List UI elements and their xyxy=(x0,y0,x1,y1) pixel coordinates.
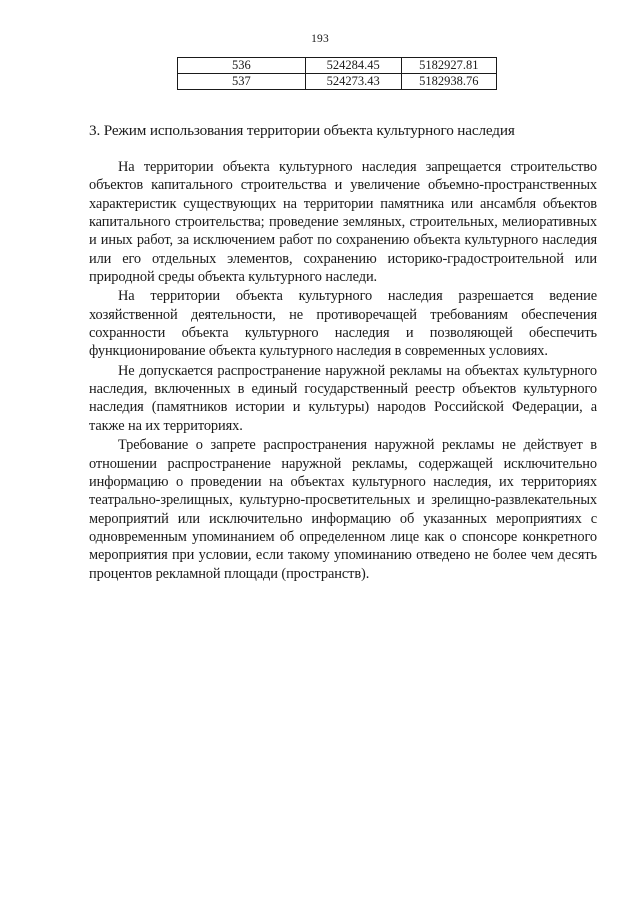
paragraph: На территории объекта культурного наследия запрещается строительство объектов капитального строительства и увеличение объемно-пространственных характеристик существующих на территории памятника или ансамбля объектов капитального строительства; проведение земляных, строительных, мелиоративных и иных работ, за исключением работ по сохранению объекта культурного наследия или его отдельных элементов, сохранению историко-градостроительной или природной среды объекта культурного наследи. xyxy=(89,159,597,286)
paragraph: На территории объекта культурного наследия разрешается ведение хозяйственной деятельности, не противоречащей требованиям обеспечения сохранности объекта культурного наследия и позволяющей обеспечить функционирование объекта культурного наследия в современных условиях. xyxy=(89,288,597,360)
section-title: 3. Режим использования территории объекта культурного наследия xyxy=(89,122,515,139)
paragraph: Не допускается распространение наружной рекламы на объектах культурного наследия, включенных в единый государственный реестр объектов культурного наследия (памятников истории и культуры) народов Российской Федерации, а также на их территориях. xyxy=(89,362,597,434)
coordinates-table xyxy=(177,57,497,90)
page-number: 193 xyxy=(311,33,329,45)
point-number-cell: 536 xyxy=(178,58,306,74)
table-row xyxy=(178,58,497,74)
table-row xyxy=(178,74,497,90)
y-coordinate-cell: 5182927.81 xyxy=(401,58,496,74)
y-coordinate-cell: 5182938.76 xyxy=(401,74,496,90)
section-body xyxy=(89,158,597,583)
paragraph: Требование о запрете распространения наружной рекламы не действует в отношении распространение наружной рекламы, содержащей исключительно информацию о проведении на объектах культурного наследия, их территориях театрально-зрелищных, культурно-просветительных и зрелищно-развлекательных мероприятий или исключительно информацию об указанных мероприятиях с одновременным упоминанием об определенном лице как о спонсоре конкретного мероприятия при условии, если такому упоминанию отведено не более чем десять процентов рекламной площади (пространств). xyxy=(89,437,597,582)
point-number-cell: 537 xyxy=(178,74,306,90)
x-coordinate-cell: 524273.43 xyxy=(305,74,401,90)
x-coordinate-cell: 524284.45 xyxy=(305,58,401,74)
